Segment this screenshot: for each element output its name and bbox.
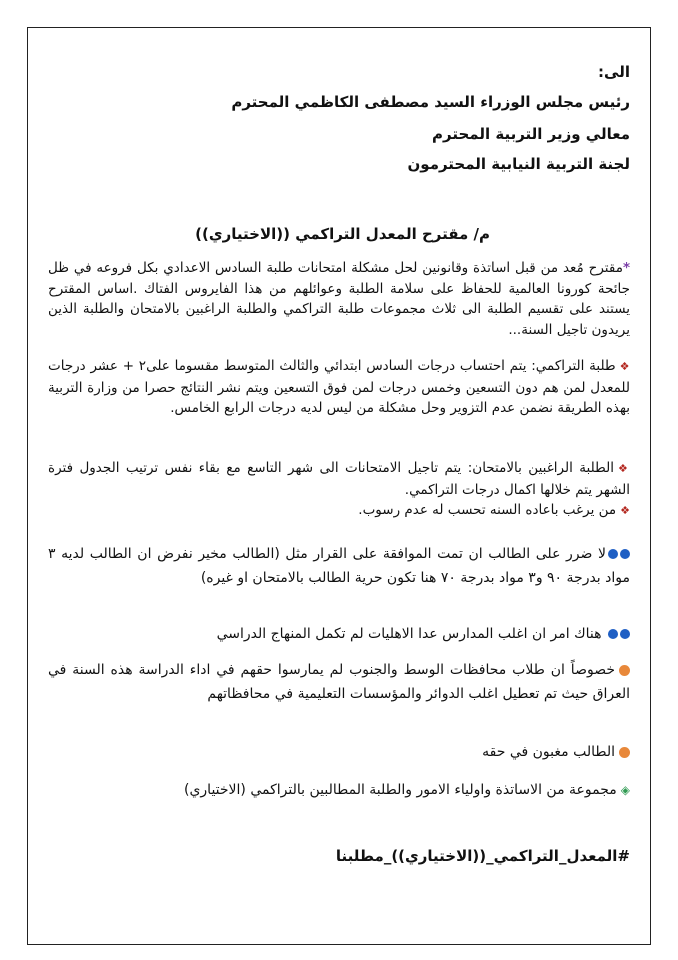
addressee-minister: معالي وزير التربية المحترم xyxy=(432,125,630,143)
note-text: خصوصاً ان طلاب محافظات الوسط والجنوب لم يمارسوا حقهم في اداء الدراسة هذه السنة في العراق حيث تم تعطيل اغلب الدوائر والمؤسسات التعليمية في محافظاتهم xyxy=(48,662,630,702)
note-no-harm xyxy=(48,542,630,590)
red-diamond-icon: ❖ xyxy=(619,360,630,373)
bullet-item-1 xyxy=(48,356,630,419)
signature-line xyxy=(48,778,630,802)
orange-dot-icon xyxy=(619,747,630,758)
red-diamond-icon: ❖ xyxy=(618,462,630,475)
bullet-text: من يرغب باعاده السنه تحسب له عدم رسوب. xyxy=(358,502,617,518)
blue-dot-icon xyxy=(608,629,618,639)
note-text: لا ضرر على الطالب ان تمت الموافقة على القرار مثل (الطالب مخير نفرض ان الطالب لديه ٣ مواد بدرجة ٩٠ و٣ مواد بدرجة ٧٠ هنا تكون حرية الطالب بالامتحان او غيره) xyxy=(48,546,630,586)
note-text: هناك امر ان اغلب المدارس عدا الاهليات لم تكمل المنهاج الدراسي xyxy=(216,626,602,642)
addressee-pm: رئيس مجلس الوزراء السيد مصطفى الكاظمي المحترم xyxy=(231,93,630,111)
red-diamond-icon: ❖ xyxy=(620,504,630,517)
bullet-text: الطلبة الراغبين بالامتحان: يتم تاجيل الامتحانات الى شهر التاسع مع بقاء نفس ترتيب الجدول فترة الشهر يتم خلالها اكمال درجات التراكمي. xyxy=(48,460,630,498)
blue-dot-icon xyxy=(608,549,618,559)
note-student xyxy=(48,740,630,764)
signature-text: مجموعة من الاساتذة واولياء الامور والطلبة المطالبين بالتراكمي (الاختياري) xyxy=(184,782,617,798)
star-icon: * xyxy=(622,260,630,276)
hashtag: #المعدل_التراكمي_((الاختياري))_مطلبنا xyxy=(335,847,630,865)
note-regions xyxy=(48,658,630,706)
note-text: الطالب مغبون في حقه xyxy=(482,744,615,760)
note-private-schools xyxy=(48,622,630,646)
to-label: الى: xyxy=(598,63,630,81)
addressee-committee: لجنة التربية النيابية المحترمون xyxy=(407,155,630,173)
subject-line: م/ مقترح المعدل التراكمي ((الاختياري)) xyxy=(195,225,490,243)
blue-dot-icon xyxy=(620,549,630,559)
bullet-text: طلبة التراكمي: يتم احتساب درجات السادس ابتدائي والثالث المتوسط مقسوما على٢ + عشر درجات للمعدل لمن هم دون التسعين وخمس درجات لمن فوق التسعين ويتم نشر النتائج حصرا من وزارة التربية بهذه الطريقة نضمن عدم التزوير وحل مشكلة من ليس لديه درجات الرابع الخامس. xyxy=(48,358,630,416)
bullet-item-2 xyxy=(48,458,630,500)
green-diamond-icon: ◈ xyxy=(620,783,630,797)
intro-paragraph xyxy=(48,258,630,340)
orange-dot-icon xyxy=(619,665,630,676)
intro-text: مقترح مُعد من قبل اساتذة وقانونين لحل مشكلة امتحانات طلبة السادس الاعدادي بكل فروعه في ظل جائحة كورونا العالمية للحفاظ على سلامة الطلبة وعوائلهم من هذا الفايروس الفتاك .اساس المقترح يستند على تقسيم الطلبة الى ثلاث مجموعات طلبة التراكمي والطلبة الراغبين بالامتحان والطلبة الذين يريدون تاجيل السنة... xyxy=(48,260,630,338)
blue-dot-icon xyxy=(620,629,630,639)
bullet-item-3 xyxy=(48,500,630,522)
